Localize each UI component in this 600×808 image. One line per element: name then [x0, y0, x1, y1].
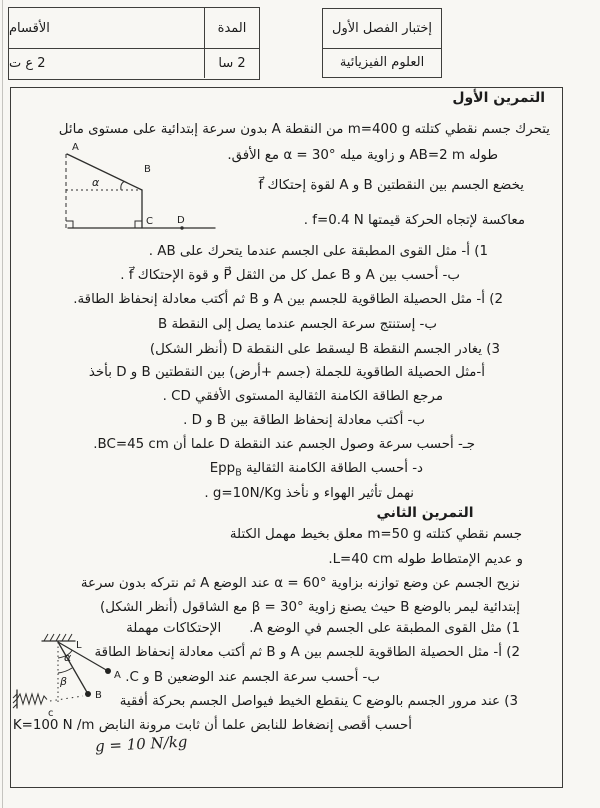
ex1-item-3d-text: د- أحسب الطاقة الكامنة الثقالية Epp — [209, 461, 423, 476]
exercise1-title: التمرين الأول — [452, 90, 545, 106]
ex1-item-2a: 2) أ- مثل الحصيلة الطاقوية للجسم بين A و B ثم أكتب معادلة إنحفاظ الطاقة. — [73, 292, 503, 307]
ex2-item-3-cont: أحسب أقصى إنضغاط للنابض علما أن ثابت مرونة النابض K=100 N /m — [12, 718, 412, 733]
ex1-note-gravity: نهمل تأثير الهواء و نأخذ g=10N/Kg . — [204, 486, 414, 501]
handwritten-gravity-value: g = 10 N/kg — [94, 732, 188, 756]
ex1-item-3d — [210, 460, 423, 482]
ex1-item-1b: ب- أحسب بين A و B عمل كل من الثقل P⃗ و قوة الإحتكاك f⃗ . — [120, 268, 460, 283]
ex1-item-3c: جـ- أحسب سرعة وصول الجسم عند النقطة D علما أن BC=45 cm. — [93, 437, 475, 452]
ex2-item-1: 1) مثل القوى المطبقة على الجسم في الوضع A. — [249, 621, 520, 636]
label-A: A — [114, 670, 121, 681]
exam-title-cell — [323, 9, 441, 48]
exam-title: إختبار الفصل الأول — [332, 21, 433, 36]
ex1-item-2b: ب- إستنتج سرعة الجسم عندما يصل إلى النقطة B — [158, 317, 437, 332]
dotted-path-to-B — [50, 696, 83, 701]
label-B: B — [95, 690, 102, 701]
ex1-item-3a: أ-مثل الحصيلة الطاقوية للجملة (جسم +أرض) بين النقطتين B و D بأخذ — [88, 365, 485, 380]
duration-header-cell — [204, 8, 259, 48]
info-table-header-row — [9, 8, 259, 48]
epp-subscript: B — [235, 467, 242, 479]
ex2-item-3: 3) عند مرور الجسم بالوضع C ينقطع الخيط فيواصل الجسم بحركة أفقية — [119, 694, 518, 709]
exam-subject-row — [323, 48, 441, 76]
pendulum-diagram — [12, 628, 140, 724]
ex2-friction-note: الإحتكاكات مهملة — [126, 621, 222, 636]
ball-at-B — [85, 691, 91, 697]
ex2-intro-line2: و عديم الإمتطاط طوله L=40 cm. — [328, 552, 523, 567]
sections-label: الأقسام — [9, 20, 50, 36]
ex1-item-1a: 1) أ- مثل القوى المطبقة على الجسم عندما يتحرك على AB . — [148, 244, 488, 259]
point-D-dot — [180, 226, 183, 229]
exercise1-intro-line1: يتحرك جسم نقطي كتلته m=400 g من النقطة A بدون سرعة إبتدائية على مستوى مائل — [58, 122, 550, 137]
spring-coil — [17, 694, 47, 704]
exam-title-row — [323, 9, 441, 48]
exercise1-intro-line2: طوله AB=2 m و زاوية ميله α = 30° مع الأفق. — [227, 148, 498, 163]
ex2-intro-line1: جسم نقطي كتلته m=50 g معلق بخيط مهمل الكتلة — [229, 527, 522, 542]
sections-value-cell — [9, 49, 204, 78]
ex1-item-3: 3) يغادر الجسم النقطة B ليسقط على النقطة D (أنظر الشكل) — [149, 342, 500, 357]
ceiling-hatching — [44, 634, 72, 641]
info-table — [8, 7, 260, 80]
label-A: A — [72, 142, 79, 153]
label-beta: β — [60, 675, 68, 688]
label-D: D — [177, 215, 185, 226]
exercise2-title: التمرين الثاني — [376, 505, 474, 521]
scan-edge-artifact — [2, 0, 3, 808]
label-C: c — [48, 708, 54, 719]
friction-line2: معاكسة لإتجاه الحركة قيمتها f=0.4 N . — [303, 213, 525, 228]
friction-line1: يخضع الجسم بين النقطتين B و A لقوة إحتكاك f⃗ — [258, 178, 524, 193]
incline-diagram — [45, 138, 230, 242]
ex1-item-3a-cont: مرجع الطاقة الكامنة الثقالية المستوى الأفقي CD . — [162, 389, 443, 404]
exam-subject-cell — [323, 49, 441, 76]
info-table-value-row — [9, 48, 259, 78]
exam-table — [322, 8, 442, 78]
incline-line-AB — [67, 154, 142, 190]
beta-angle-arc — [58, 668, 72, 673]
label-alpha: α — [64, 651, 72, 664]
sections-header-cell — [9, 8, 204, 48]
alpha-angle-arc — [121, 181, 125, 190]
exam-subject: العلوم الفيزيائية — [339, 55, 425, 70]
right-angle-mark-left — [66, 221, 73, 228]
label-B: B — [144, 164, 151, 175]
label-L: L — [76, 640, 82, 651]
ex2-intro-line4: إبتدائية ليمر بالوضع B حيث يصنع زاوية β = 30° مع الشاقول (أنظر الشكل) — [99, 600, 520, 615]
sections-value: 2 ع ت — [9, 56, 46, 71]
ball-at-A — [105, 668, 111, 674]
ex1-item-3b: ب- أكتب معادلة إنحفاظ الطاقة بين B و D . — [183, 413, 425, 428]
label-C: C — [146, 216, 153, 227]
duration-label: المدة — [217, 20, 247, 36]
label-alpha: α — [92, 176, 100, 189]
ex2-item-1-row — [126, 620, 520, 637]
duration-value: 2 سا — [218, 56, 246, 71]
right-angle-mark-C — [135, 221, 142, 228]
ex2-item-2a: 2) أ- مثل الحصيلة الطاقوية للجسم بين A و B ثم أكتب معادلة إنحفاظ الطاقة — [94, 645, 520, 660]
ex2-intro-line3: نزيح الجسم عن وضع توازنه بزاوية α = 60° عند الوضع A ثم نتركه بدون سرعة — [80, 576, 520, 591]
ex2-item-2b: ب- أحسب سرعة الجسم عند الوضعين B و C. — [125, 670, 380, 685]
duration-value-cell — [204, 49, 259, 78]
